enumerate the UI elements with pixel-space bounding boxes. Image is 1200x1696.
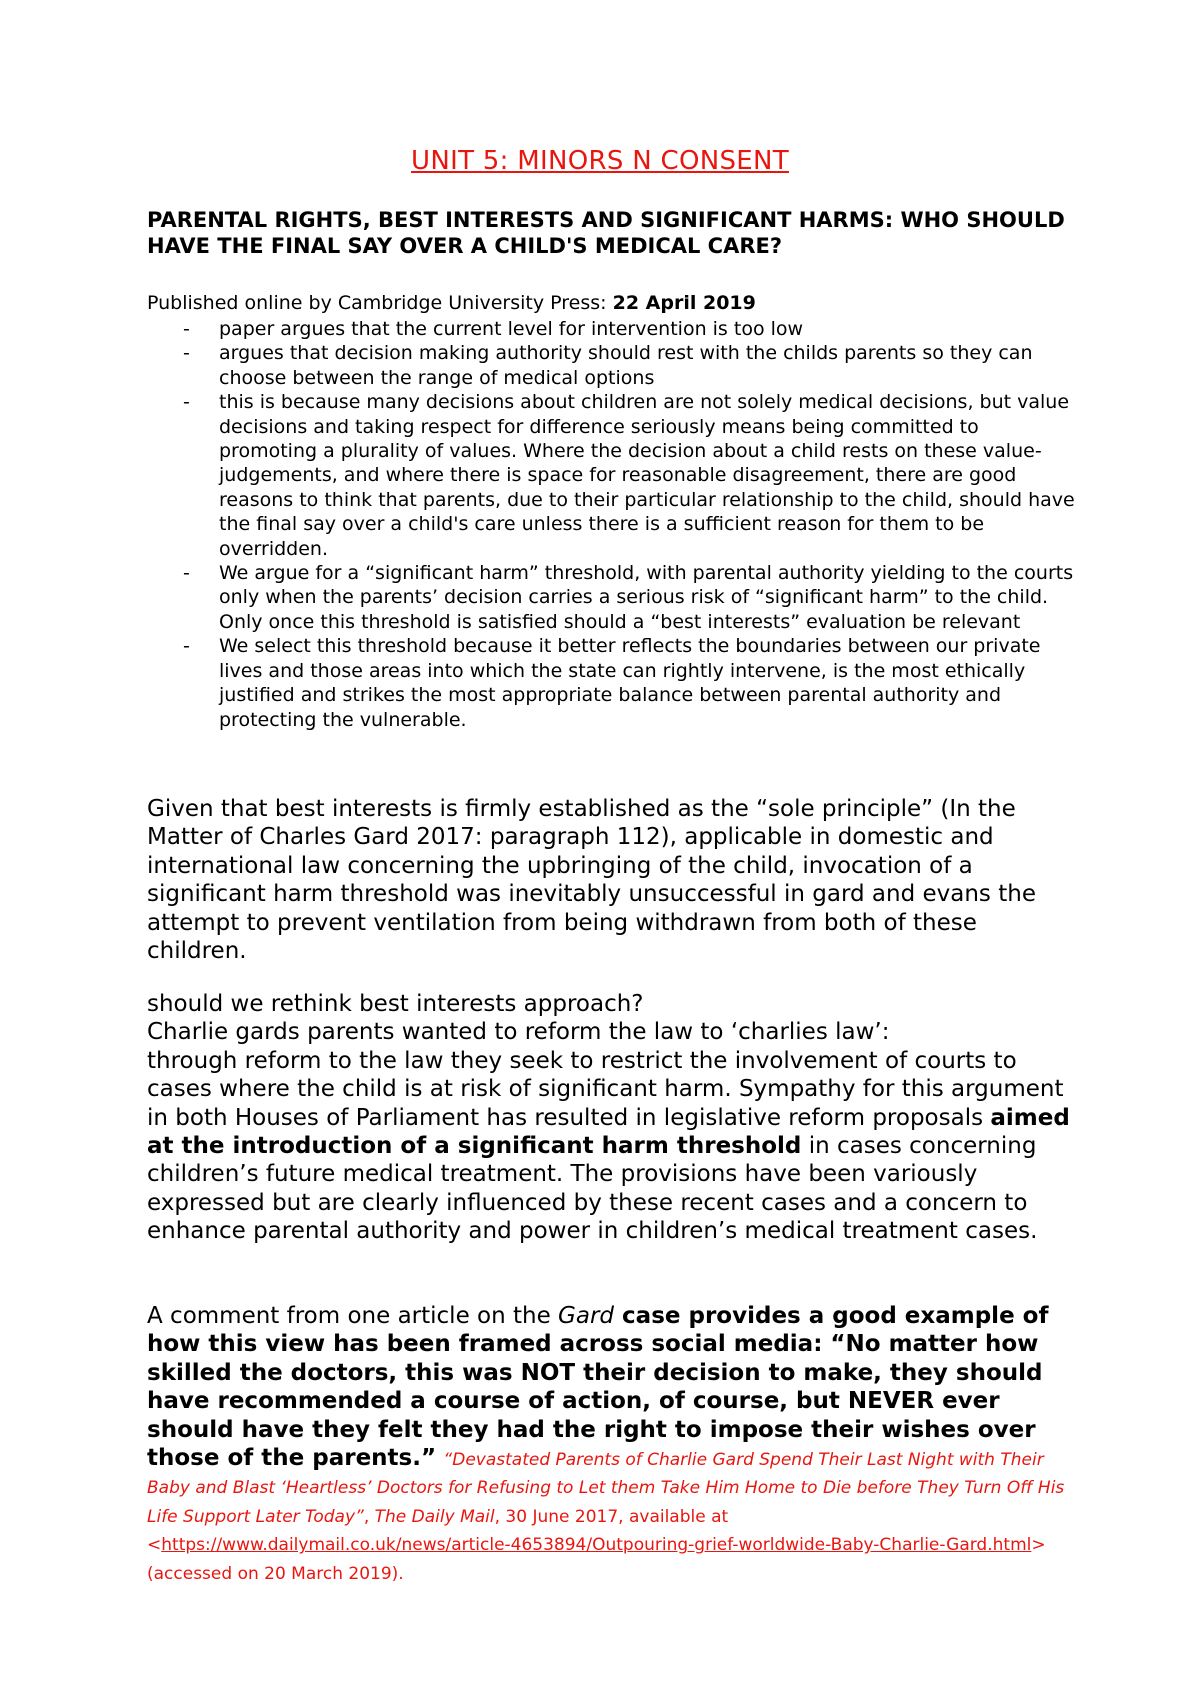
reform-text xyxy=(147,1047,1077,1246)
page-title: UNIT 5: MINORS N CONSENT xyxy=(411,146,789,176)
list-item-text: We argue for a “significant harm” threshold, with parental authority yielding to the courts only when the parents’ decision carries a serious risk of “significant harm” to the child. Only once this threshold is satisfied should a “best interests” evaluation be relevant xyxy=(219,562,1074,633)
bullet-dash: - xyxy=(183,318,190,340)
list-item xyxy=(147,390,1077,561)
citation-link[interactable]: https://www.dailymail.co.uk/news/article-4653894/Outpouring-grief-worldwide-Baby-Charlie-Gard.html xyxy=(161,1535,1032,1556)
reform-text-end: in cases concerning children’s future medical treatment. The provisions have been variously expressed but are clearly influenced by these recent cases and a concern to enhance parental authority and power in children’s medical treatment cases. xyxy=(147,1133,1038,1245)
article-heading: PARENTAL RIGHTS, BEST INTERESTS AND SIGNIFICANT HARMS: WHO SHOULD HAVE THE FINAL SAY OVER A CHILD'S MEDICAL CARE? xyxy=(147,208,1065,258)
citation-sep: , xyxy=(363,1506,375,1527)
publication-prefix: Published online by Cambridge University Press: xyxy=(147,292,613,314)
reform-text-start: through reform to the law they seek to restrict the involvement of courts to cases where the child is at risk of significant harm. Sympathy for this argument in both Houses of Parliament has resulted in legislative reform proposals xyxy=(147,1047,1064,1131)
publication-line xyxy=(147,291,756,315)
bullet-dash: - xyxy=(183,635,190,658)
list-item xyxy=(147,341,1077,390)
case-name: Gard xyxy=(558,1303,615,1329)
bullet-dash: - xyxy=(183,562,190,585)
list-item-text: this is because many decisions about children are not solely medical decisions, but value decisions and taking respect for difference seriously means being committed to promoting a plurality of values. Where the decision about a child rests on these value-judgements, and where there is space for reasonable disagreement, there are good reasons to think that parents, due to their particular relationship to the child, should have the final say over a child's care unless there is a sufficient reason for them to be overridden. xyxy=(219,391,1075,560)
bullet-dash: - xyxy=(183,342,190,365)
citation-end: > (accessed on 20 March 2019). xyxy=(147,1535,1046,1584)
comment-quote: case provides a good example of how this view has been framed across social media: “No matter how skilled the doctors, this was NOT their decision to make, they should have recommended a course of action, of course, but NEVER ever should have they felt they had the right to impose their wishes over those of the parents.” xyxy=(147,1303,1049,1472)
summary-list xyxy=(147,317,1077,732)
rethink-paragraph xyxy=(147,990,1077,1246)
list-item-text: argues that decision making authority should rest with the childs parents so they can choose between the range of medical options xyxy=(219,342,1033,389)
bullet-dash: - xyxy=(183,391,190,414)
list-item-text: paper argues that the current level for intervention is too low xyxy=(219,318,804,340)
citation-title: “Devastated Parents of Charlie Gard Spend Their Last Night with Their Baby and Blast ‘Heartless’ Doctors for Refusing to Let them Take Him Home to Die before They Turn Off His Life Support Later Today” xyxy=(147,1450,1065,1527)
publication-date: 22 April 2019 xyxy=(612,292,756,314)
list-item xyxy=(147,634,1077,732)
comment-intro: A comment from one article on the xyxy=(147,1303,559,1329)
charlies-law-line: Charlie gards parents wanted to reform the law to ‘charlies law’: xyxy=(147,1019,890,1046)
social-media-paragraph xyxy=(147,1302,1077,1586)
reform-emphasis: aimed at the introduction of a significant harm threshold xyxy=(147,1104,1070,1160)
list-item-text: We select this threshold because it better reflects the boundaries between our private lives and those areas into which the state can rightly intervene, is the most ethically justified and strikes the most appropriate balance between parental authority and protecting the vulnerable. xyxy=(219,635,1041,731)
list-item xyxy=(147,561,1077,634)
list-item xyxy=(147,317,1077,341)
citation-rest: , 30 June 2017, available at < xyxy=(147,1506,729,1556)
rethink-question: should we rethink best interests approach? xyxy=(147,991,644,1017)
best-interests-paragraph: Given that best interests is firmly established as the “sole principle” (In the Matter of Charles Gard 2017: paragraph 112), applicable in domestic and international law concerning the upbringing of the child, invocation of a significant harm threshold was inevitably unsuccessful in gard and evans the attempt to prevent ventilation from being withdrawn from both of these children. xyxy=(147,796,1036,965)
citation-source: The Daily Mail xyxy=(374,1506,495,1527)
